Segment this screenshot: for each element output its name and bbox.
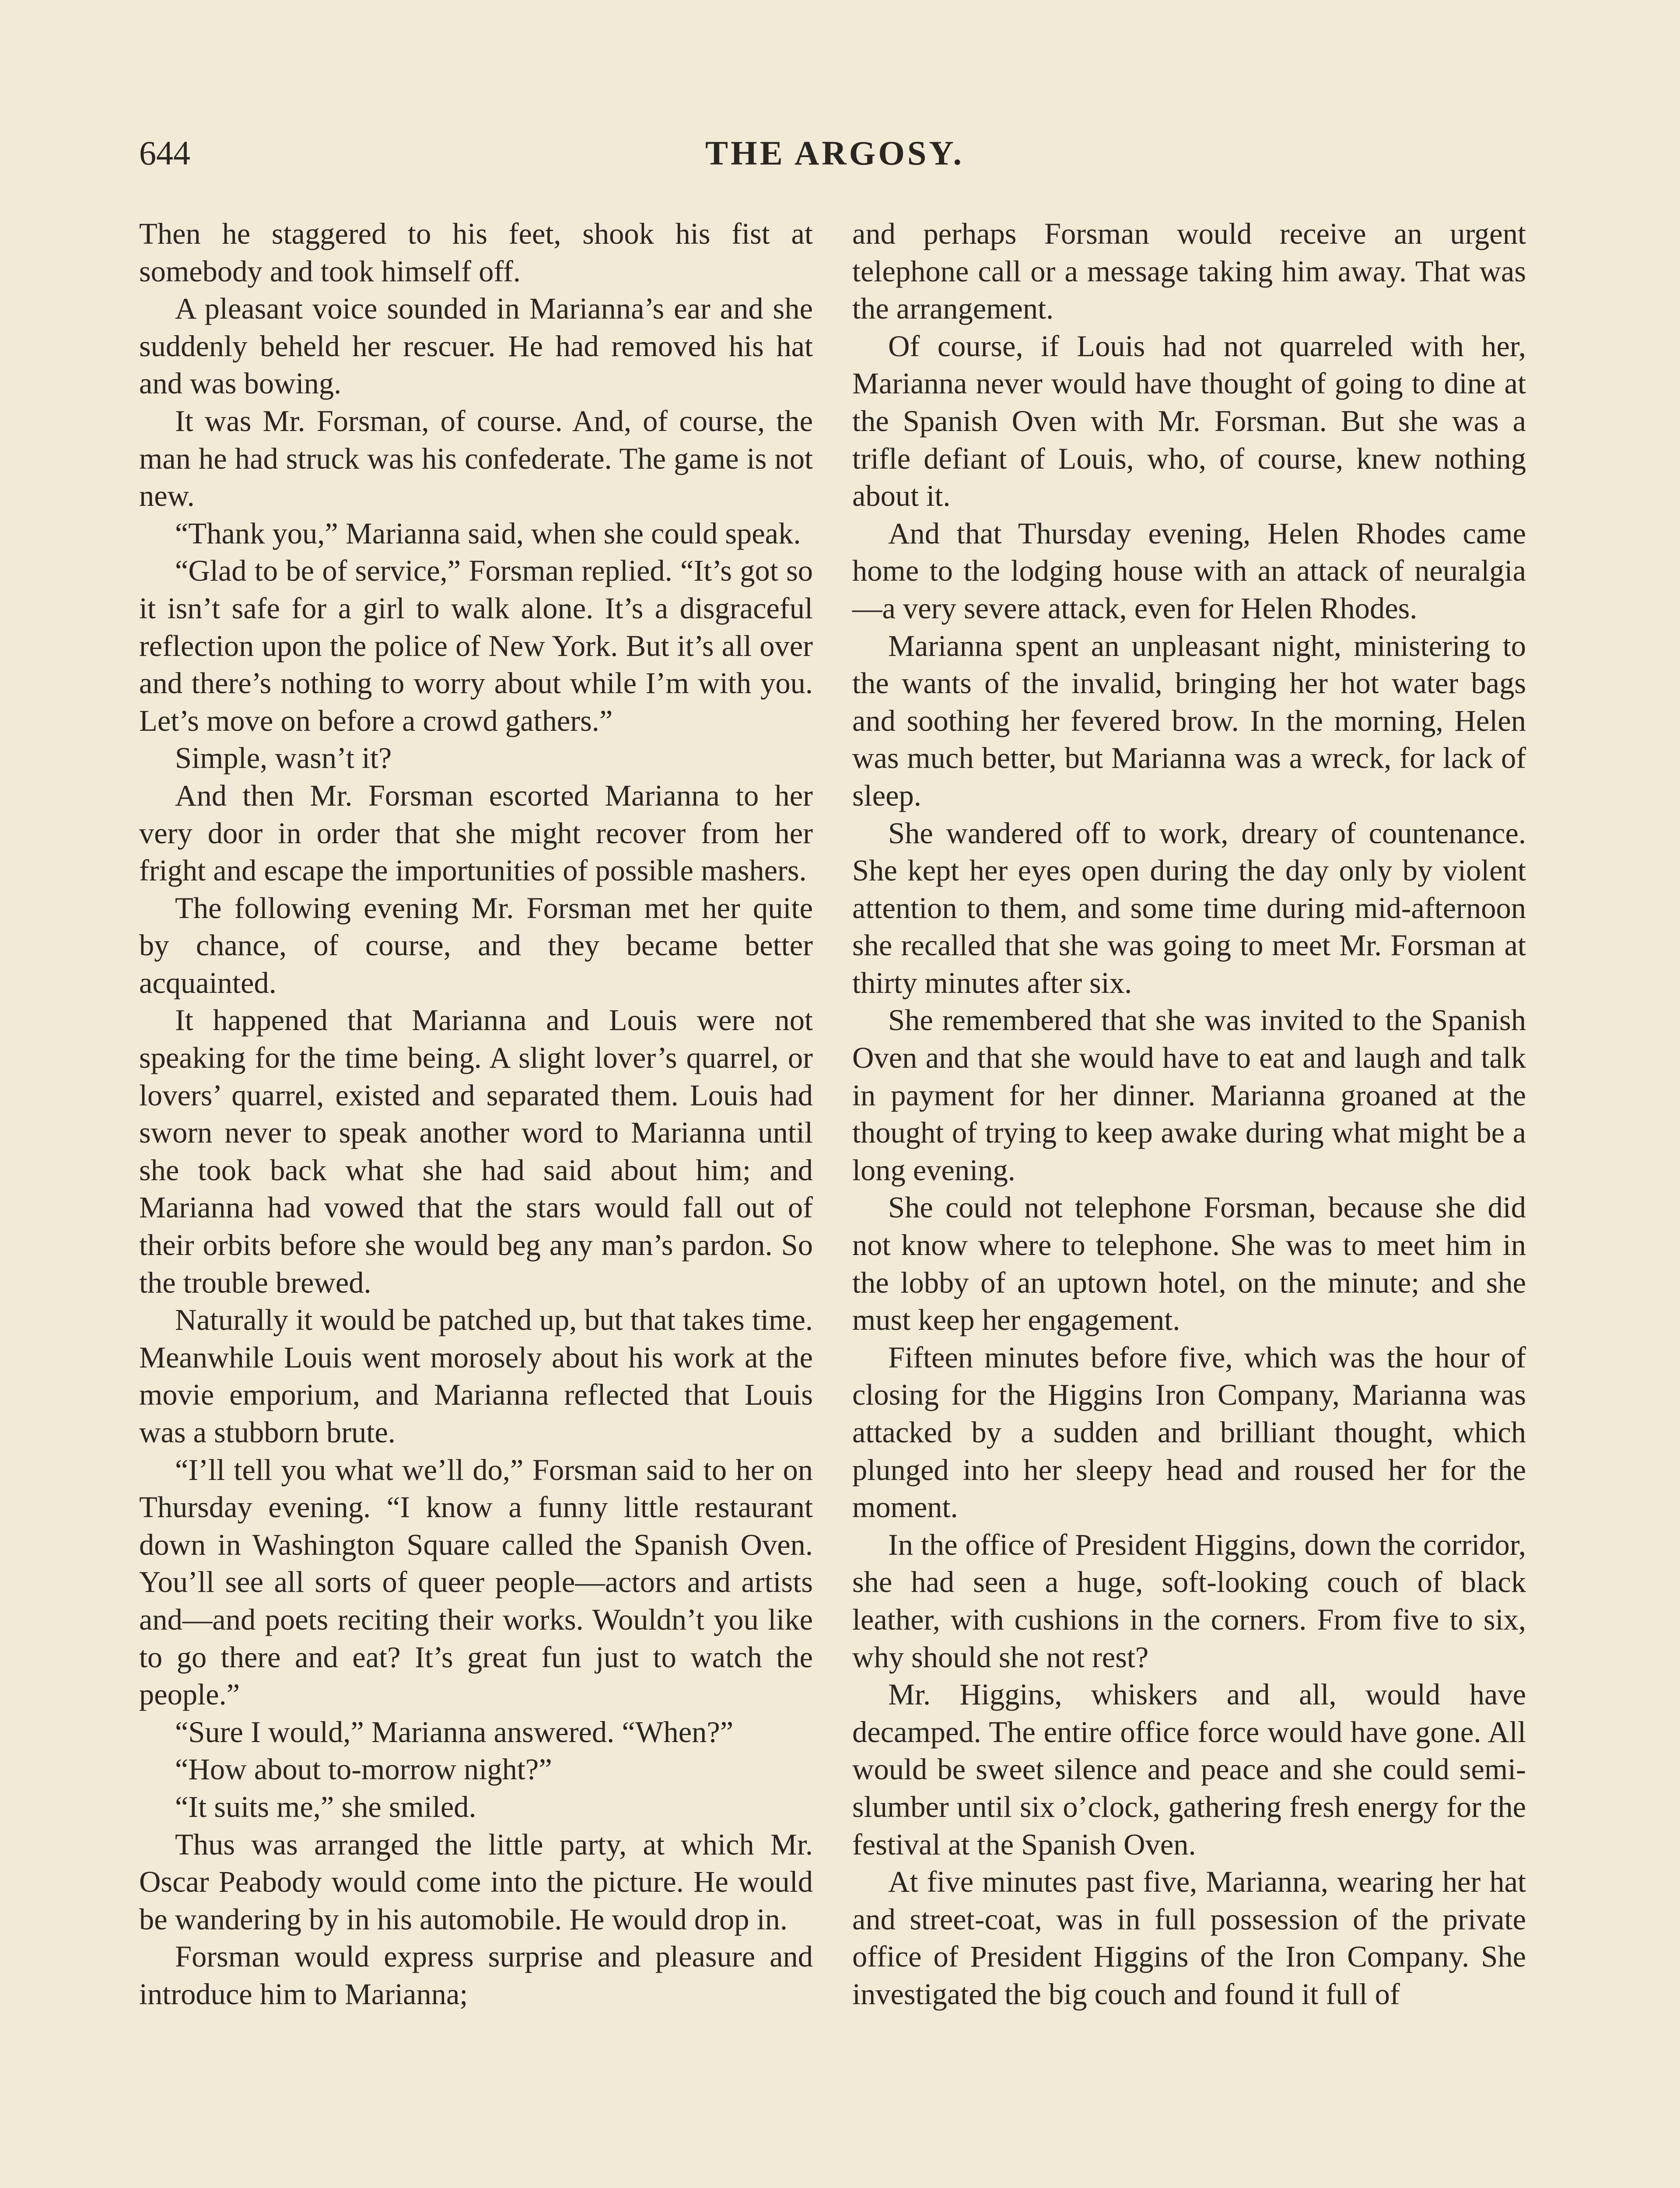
- paragraph: Thus was arranged the little party, at which Mr. Oscar Peabody would come into the picture. He would be wandering by in his automobile. He would drop in.: [139, 1827, 813, 1936]
- paragraph: Of course, if Louis had not quarreled with her, Marianna never would have thought of going to dine at the Spanish Oven with Mr. Forsman. But she was a trifle defiant of Louis, who, of course, knew nothing about it.: [852, 329, 1526, 513]
- paragraph: Simple, wasn’t it?: [175, 741, 392, 775]
- paragraph: At five minutes past five, Marianna, wearing her hat and street-coat, was in full possession of the private office of President Higgins of the Iron Company. She investigated the big couch and found it full of: [852, 1865, 1526, 2011]
- paragraph: She remembered that she was invited to the Spanish Oven and that she would have to eat and laugh and talk in payment for her dinner. Marianna groaned at the thought of trying to keep awake during what might be a long evening.: [852, 1003, 1526, 1187]
- paragraph: “Sure I would,” Marianna answered. “When?”: [175, 1715, 734, 1749]
- left-column: [139, 215, 813, 2013]
- paragraph: It happened that Marianna and Louis were not speaking for the time being. A slight lover’s quarrel, or lovers’ quarrel, existed and separated them. Louis had sworn never to speak another word to Marianna until she took back what she had said about him; and Marianna had vowed that the stars would fall out of their orbits before she would beg any man’s pardon. So the trouble brewed.: [139, 1003, 813, 1299]
- paragraph: The following evening Mr. Forsman met her quite by chance, of course, and they became better acquainted.: [139, 891, 813, 999]
- running-head: THE ARGOSY.: [705, 134, 964, 172]
- paragraph: “Glad to be of service,” Forsman replied. “It’s got so it isn’t safe for a girl to walk alone. It’s a disgraceful reflection upon the police of New York. But it’s all over and there’s nothing to worry about while I’m with you. Let’s move on before a crowd gathers.”: [139, 554, 813, 737]
- paragraph: She wandered off to work, dreary of countenance. She kept her eyes open during the day only by violent attention to them, and some time during mid-afternoon she recalled that she was going to meet Mr. Forsman at thirty minutes after six.: [852, 816, 1526, 999]
- paragraph: “I’ll tell you what we’ll do,” Forsman said to her on Thursday evening. “I know a funny little restaurant down in Washington Square called the Spanish Oven. You’ll see all sorts of queer people—actors and artists and—and poets reciting their works. Wouldn’t you like to go there and eat? It’s great fun just to watch the people.”: [139, 1453, 813, 1711]
- paragraph: “Thank you,” Marianna said, when she could speak.: [175, 516, 801, 550]
- paragraph: And then Mr. Forsman escorted Marianna to her very door in order that she might recover from her fright and escape the importunities of possible mashers.: [139, 778, 813, 887]
- paragraph: “How about to-morrow night?”: [175, 1753, 552, 1786]
- paragraph: Mr. Higgins, whiskers and all, would have decamped. The entire office force would have gone. All would be sweet silence and peace and she could semi-slumber until six o’clock, gathering fresh energy for the festival at the Spanish Oven.: [852, 1678, 1526, 1861]
- paragraph: Fifteen minutes before five, which was the hour of closing for the Higgins Iron Company, Marianna was attacked by a sudden and brilliant thought, which plunged into her sleepy head and roused her for the moment.: [852, 1340, 1526, 1524]
- page-header: [139, 131, 1530, 175]
- paragraph: In the office of President Higgins, down the corridor, she had seen a huge, soft-looking couch of black leather, with cushions in the corners. From five to six, why should she not rest?: [852, 1528, 1526, 1674]
- page-number: 644: [139, 134, 190, 172]
- paragraph: A pleasant voice sounded in Marianna’s ear and she suddenly beheld her rescuer. He had removed his hat and was bowing.: [139, 292, 813, 400]
- paragraph: And that Thursday evening, Helen Rhodes came home to the lodging house with an attack of neuralgia—a very severe attack, even for Helen Rhodes.: [852, 516, 1526, 625]
- paragraph: Naturally it would be patched up, but that takes time. Meanwhile Louis went morosely about his work at the movie emporium, and Marianna reflected that Louis was a stubborn brute.: [139, 1303, 813, 1449]
- paragraph: She could not telephone Forsman, because she did not know where to telephone. She was to meet him in the lobby of an uptown hotel, on the minute; and she must keep her engagement.: [852, 1191, 1526, 1337]
- paragraph: Then he staggered to his feet, shook his fist at somebody and took himself off.: [139, 217, 813, 288]
- paragraph: Marianna spent an unpleasant night, ministering to the wants of the invalid, bringing her hot water bags and soothing her fevered brow. In the morning, Helen was much better, but Marianna was a wreck, for lack of sleep.: [852, 629, 1526, 812]
- paragraph: Forsman would express surprise and pleasure and introduce him to Marianna;: [139, 1940, 813, 2011]
- paragraph: and perhaps Forsman would receive an urgent telephone call or a message taking him away. That was the arrangement.: [852, 217, 1526, 326]
- paragraph: It was Mr. Forsman, of course. And, of course, the man he had struck was his confederate. The game is not new.: [139, 404, 813, 513]
- paragraph: “It suits me,” she smiled.: [175, 1790, 476, 1823]
- right-column: [852, 215, 1526, 2013]
